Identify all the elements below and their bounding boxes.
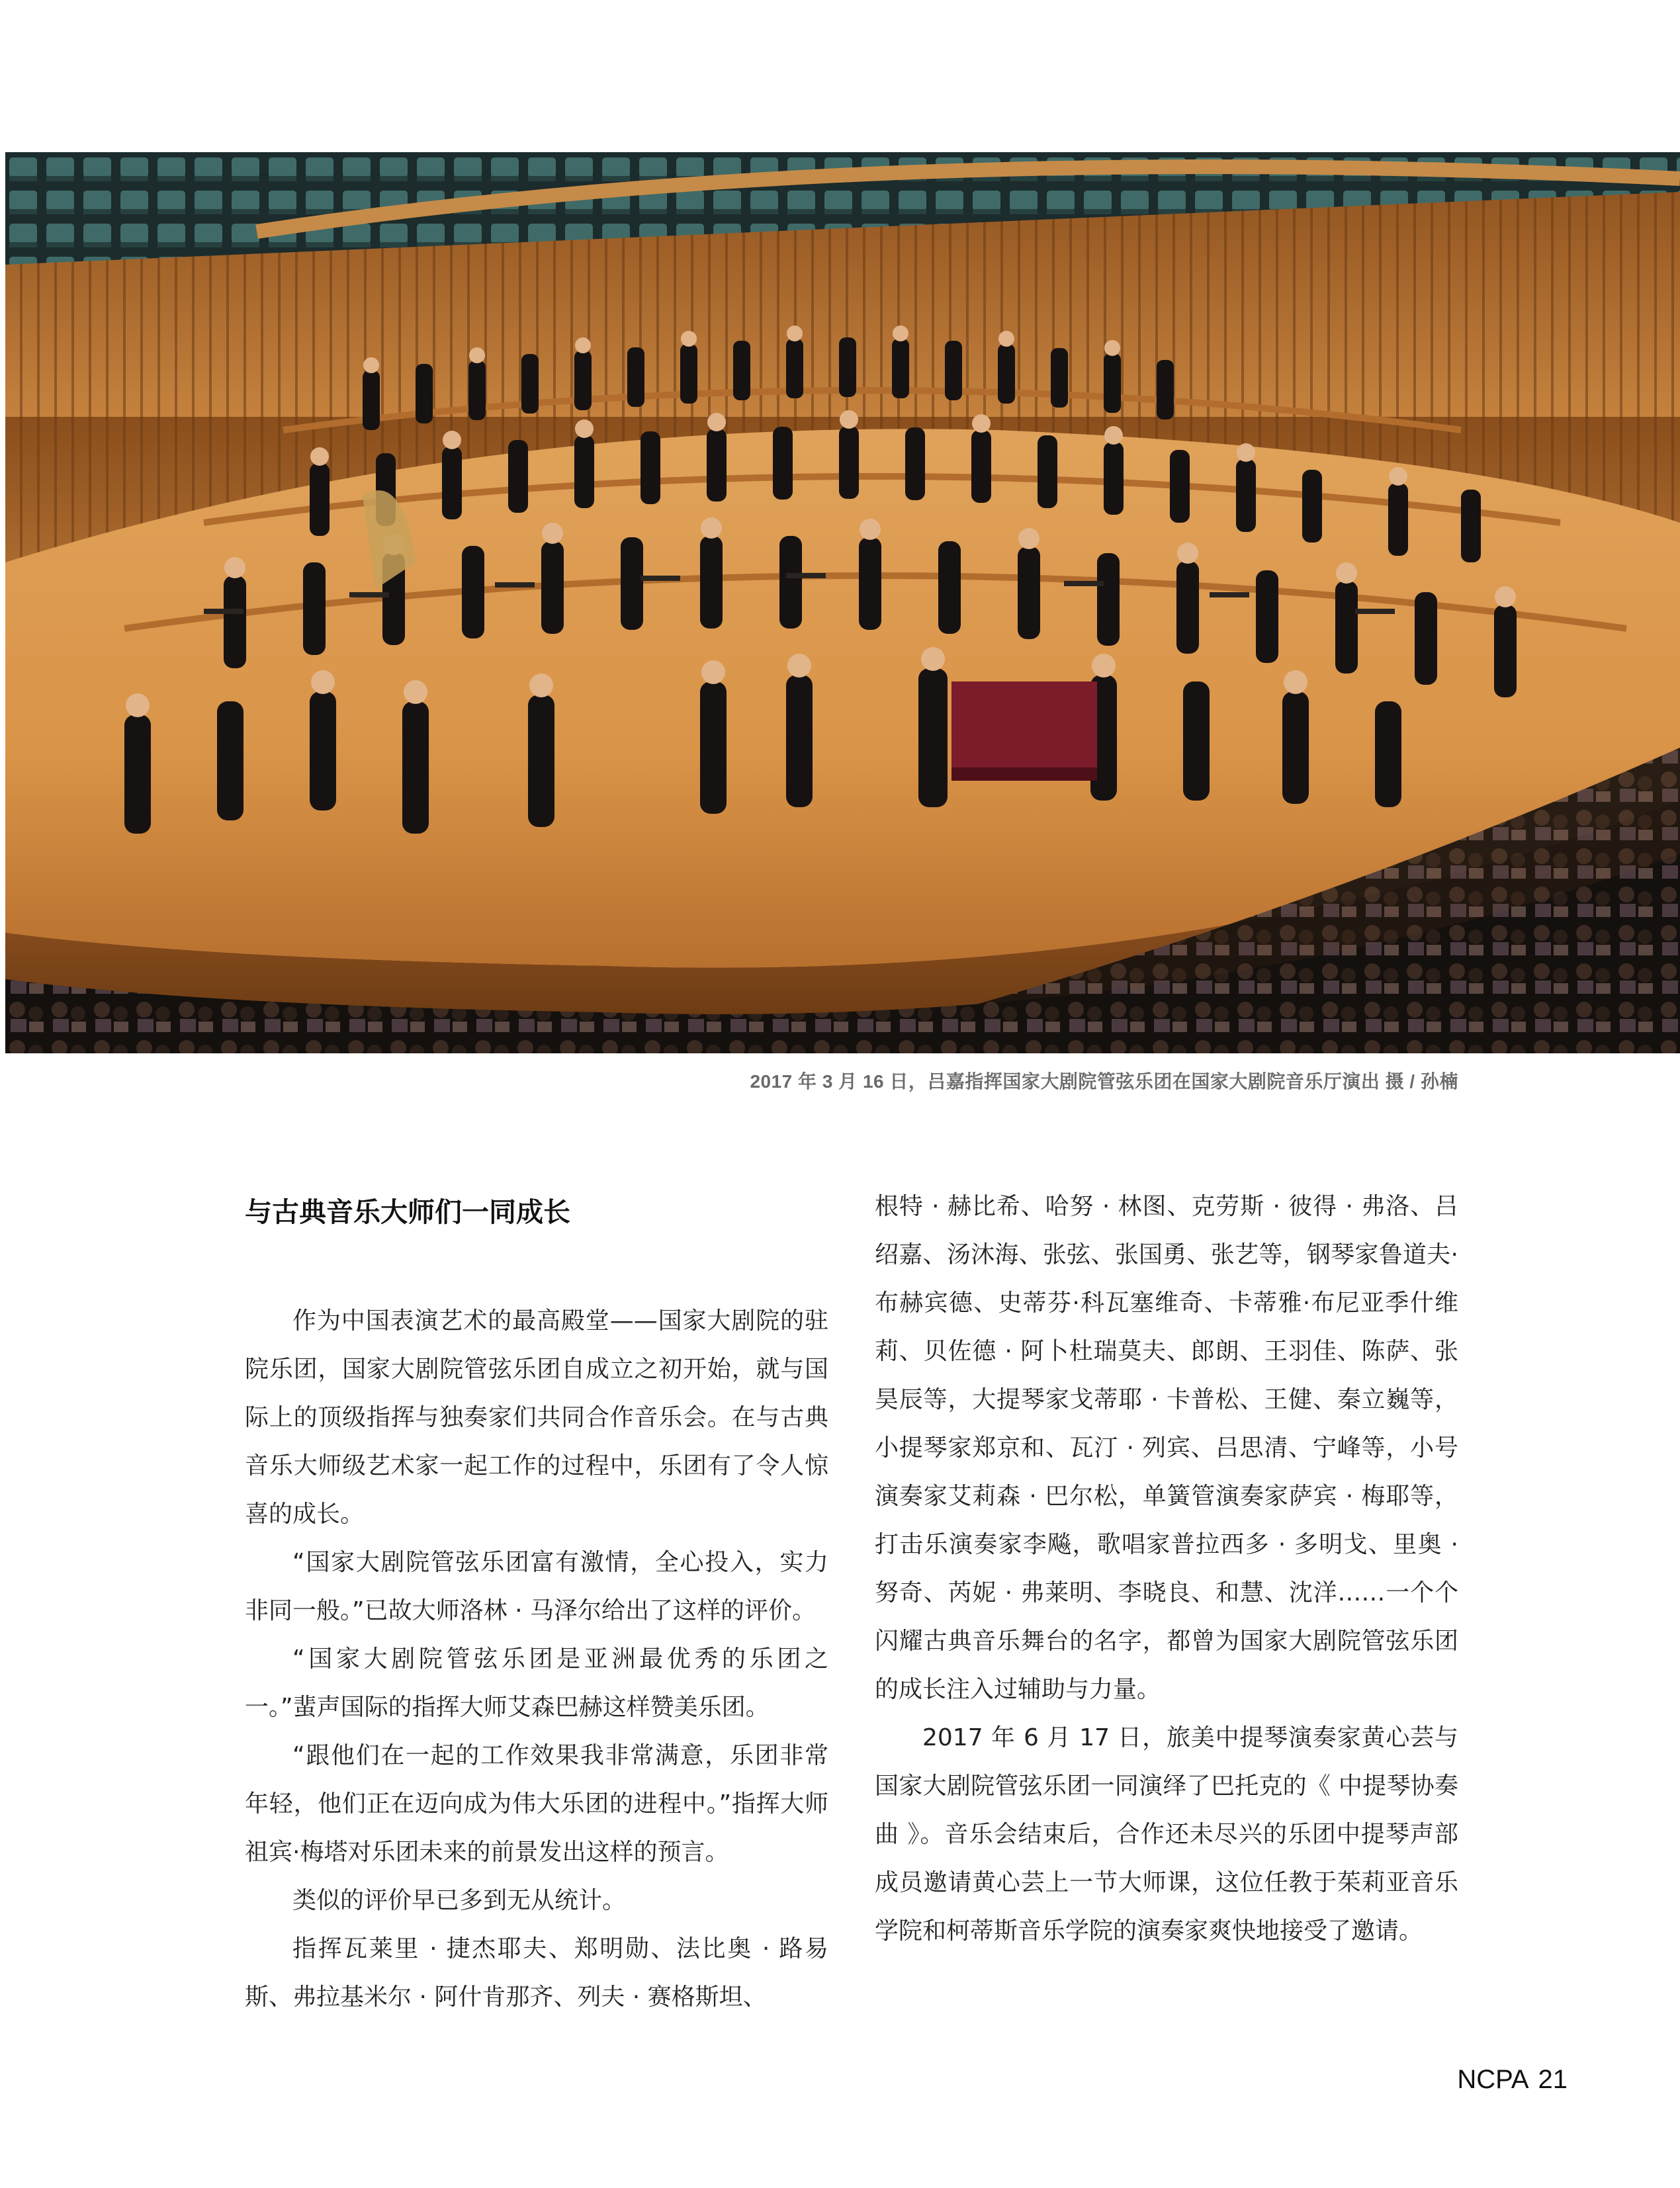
right-column [875, 1182, 1458, 1955]
paragraph: 根特 · 赫比希、哈努 · 林图、克劳斯 · 彼得 · 弗洛、吕绍嘉、汤沐海、张弦、张国勇、张艺等，钢琴家鲁道夫·布赫宾德、史蒂芬·科瓦塞维奇、卡蒂雅·布尼亚季什维莉、贝佐德 · 阿卜杜瑞莫夫、郎朗、王羽佳、陈萨、张昊辰等，大提琴家戈蒂耶 · 卡普松、王健、秦立巍等，小提琴家郑京和、瓦汀 · 列宾、吕思清、宁峰等，小号演奏家艾莉森 · 巴尔松，单簧管演奏家萨宾 · 梅耶等，打击乐演奏家李飚，歌唱家普拉西多 · 多明戈、里奥 · 努奇、芮妮 · 弗莱明、李晓良、和慧、沈洋……一个个闪耀古典音乐舞台的名字，都曾为国家大剧院管弦乐团的成长注入过辅助与力量。 [875, 1193, 1458, 1703]
paragraph: 指挥瓦莱里 · 捷杰耶夫、郑明勋、法比奥 · 路易斯、弗拉基米尔 · 阿什肯那齐、列夫 · 赛格斯坦、 [245, 1935, 828, 2011]
page-number: 21 [1538, 2065, 1568, 2094]
left-column [245, 1192, 828, 2021]
brand-label: NCPA [1457, 2065, 1529, 2094]
page-footer [1457, 2065, 1568, 2095]
photo-caption: 2017 年 3 月 16 日，吕嘉指挥国家大剧院管弦乐团在国家大剧院音乐厅演出 摄 / 孙楠 [750, 1071, 1458, 1092]
paragraph: 类似的评价早已多到无从统计。 [292, 1887, 627, 1914]
paragraph: “国家大剧院管弦乐团是亚洲最优秀的乐团之一。”蜚声国际的指挥大师艾森巴赫这样赞美乐团。 [245, 1645, 828, 1721]
section-heading: 与古典音乐大师们一同成长 [245, 1196, 570, 1228]
orchestra-stage-illustration [5, 152, 1680, 1053]
concert-photo [5, 152, 1680, 1053]
paragraph: 2017 年 6 月 17 日，旅美中提琴演奏家黄心芸与国家大剧院管弦乐团一同演绎了巴托克的《 中提琴协奏曲 》。音乐会结束后，合作还未尽兴的乐团中提琴声部成员邀请黄心芸上一节大师课，这位任教于茱莉亚音乐学院和柯蒂斯音乐学院的演奏家爽快地接受了邀请。 [875, 1724, 1458, 1945]
paragraph: “跟他们在一起的工作效果我非常满意，乐团非常年轻，他们正在迈向成为伟大乐团的进程中。”指挥大师祖宾·梅塔对乐团未来的前景发出这样的预言。 [245, 1742, 828, 1866]
paragraph: “国家大剧院管弦乐团富有激情，全心投入，实力非同一般。”已故大师洛林 · 马泽尔给出了这样的评价。 [245, 1549, 828, 1624]
paragraph: 作为中国表演艺术的最高殿堂——国家大剧院的驻院乐团，国家大剧院管弦乐团自成立之初开始，就与国际上的顶级指挥与独奏家们共同合作音乐会。在与古典音乐大师级艺术家一起工作的过程中，乐团有了令人惊喜的成长。 [245, 1307, 828, 1528]
